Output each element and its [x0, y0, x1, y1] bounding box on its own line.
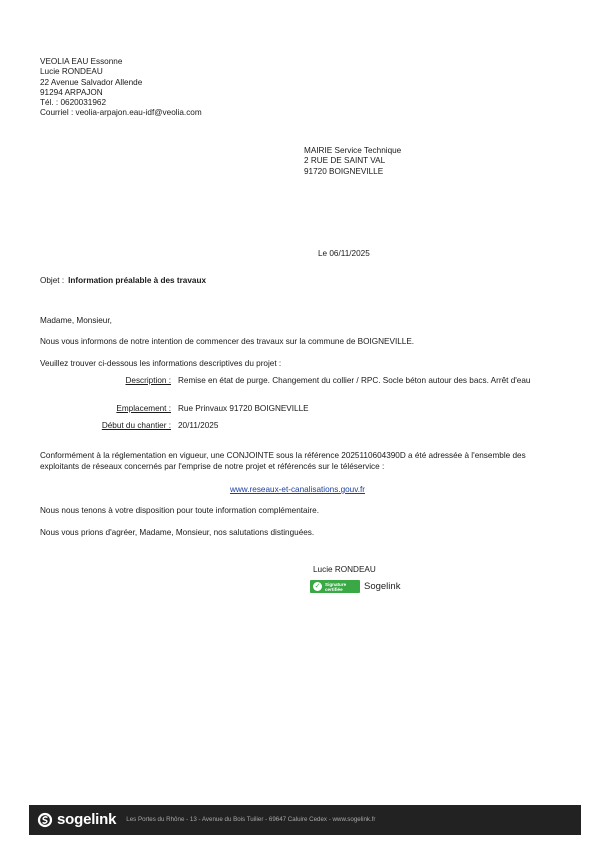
badge-text: Signature certifiée — [325, 581, 347, 592]
intro-paragraph: Nous vous informons de notre intention de commencer des travaux sur la commune de BOIGNEVILLE. — [40, 337, 415, 346]
sender-company: VEOLIA EAU Essonne — [40, 57, 123, 66]
description-value: Remise en état de purge. Changement du collier / RPC. Socle béton autour des bacs. Arrêt d'eau — [178, 376, 531, 385]
emplacement-value: Rue Prinvaux 91720 BOIGNEVILLE — [178, 404, 309, 413]
sender-city: 91294 ARPAJON — [40, 87, 103, 97]
recipient-city: 91720 BOIGNEVILLE — [304, 166, 384, 176]
badge-brand: Sogelink — [364, 580, 401, 592]
conformity-paragraph: Conformément à la réglementation en vigueur, une CONJOINTE sous la référence 2025110604390D a été adressée à l'ensemble des exploitants de réseaux concernés par l'emprise de notre projet et référencés sur le téléservice : — [40, 451, 526, 471]
teleservice-link-line — [40, 485, 555, 495]
footer-address: Les Portes du Rhône - 13 - Avenue du Bois Tuilier - 69647 Caluire Cedex - www.sogelink.fr — [126, 816, 376, 824]
sender-name: Lucie RONDEAU — [40, 67, 103, 77]
recipient-block — [304, 146, 401, 177]
sogelink-logo-icon — [37, 812, 53, 828]
sender-street: 22 Avenue Salvador Allende — [40, 77, 143, 87]
recipient-name: MAIRIE Service Technique — [304, 146, 402, 155]
subject-text: Information préalable à des travaux — [68, 276, 206, 285]
footer-bar — [29, 805, 581, 835]
description-label: Description : — [125, 376, 171, 385]
subject-label: Objet : — [40, 276, 65, 285]
debut-label: Début du chantier : — [101, 421, 171, 430]
sender-block — [40, 57, 202, 119]
certified-signature-badge — [310, 580, 400, 593]
checkmark-icon: ✓ — [314, 583, 321, 590]
description-row — [40, 376, 555, 386]
closing-paragraph: Nous vous prions d'agréer, Madame, Monsieur, nos salutations distinguées. — [40, 528, 315, 537]
info-intro: Veuillez trouver ci-dessous les informations descriptives du projet : — [40, 359, 282, 368]
signer-name: Lucie RONDEAU — [313, 565, 376, 574]
recipient-street: 2 RUE DE SAINT VAL — [304, 156, 386, 166]
salutation: Madame, Monsieur, — [40, 316, 112, 325]
teleservice-link[interactable]: www.reseaux-et-canalisations.gouv.fr — [229, 485, 365, 494]
emplacement-row — [40, 404, 555, 414]
sogelink-logo — [37, 811, 116, 830]
letter-date: Le 06/11/2025 — [318, 249, 370, 258]
sender-phone: Tél. : 0620031962 — [40, 98, 107, 107]
debut-value: 20/11/2025 — [178, 421, 219, 430]
availability-paragraph: Nous nous tenons à votre disposition pour toute information complémentaire. — [40, 506, 319, 515]
sender-email: Courriel : veolia-arpajon.eau-idf@veolia.com — [40, 108, 202, 118]
debut-row — [40, 421, 555, 431]
subject-line — [40, 276, 206, 286]
emplacement-label: Emplacement : — [116, 404, 171, 413]
badge-green-box — [310, 580, 360, 593]
logo-text: sogelink — [57, 810, 117, 828]
